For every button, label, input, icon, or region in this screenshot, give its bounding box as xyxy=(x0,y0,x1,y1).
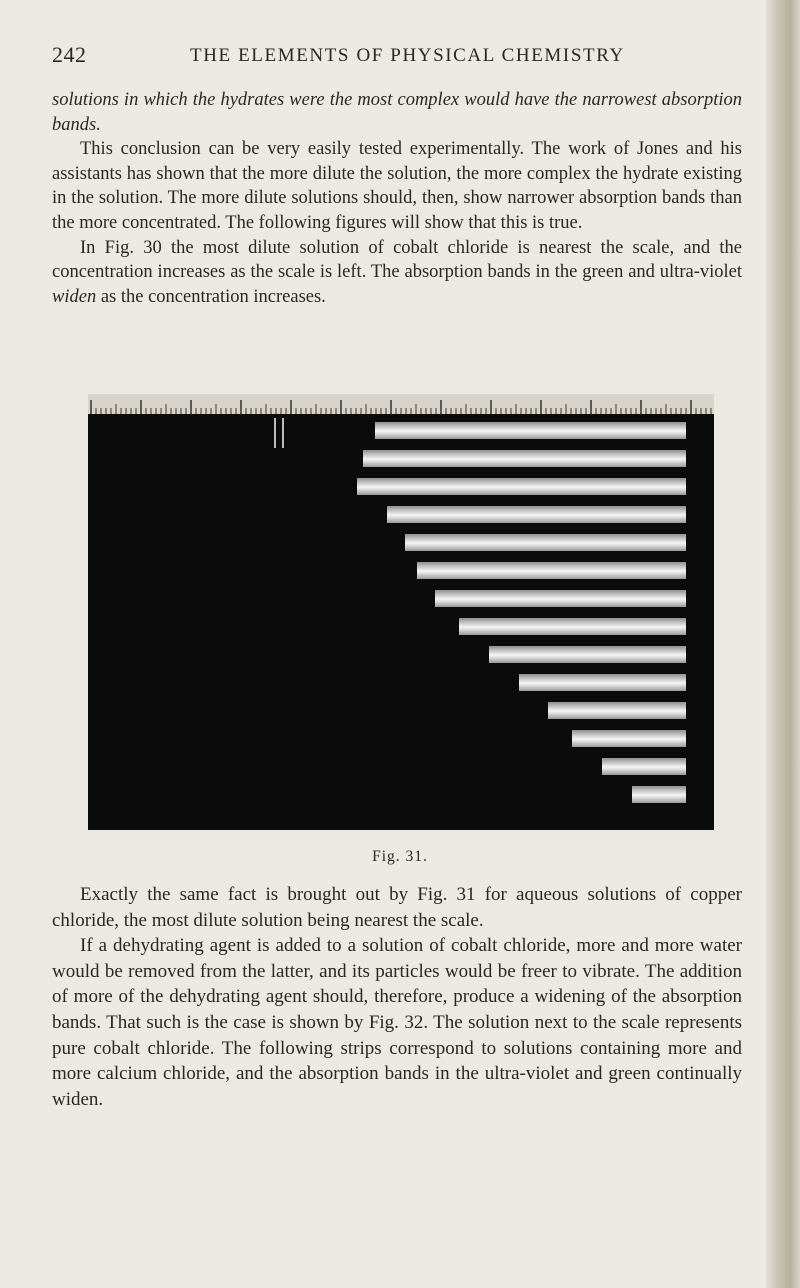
text-block-bottom xyxy=(52,882,742,1112)
paragraph-4: Exactly the same fact is brought out by Fig. 31 for aqueous solutions of copper chloride, the most dilute solution being nearest the scale. xyxy=(52,884,742,931)
spectrum-strip xyxy=(459,618,686,635)
spectrum-strip xyxy=(375,422,686,439)
paragraph-1 xyxy=(52,88,742,137)
page-header xyxy=(0,42,800,72)
spectrum-strip xyxy=(548,702,686,719)
paragraph-5: If a dehydrating agent is added to a solution of cobalt chloride, more and more water would be removed from the latter, and its particles would be freer to vibrate. The addition of more of the dehydrating agent should, therefore, produce a widening of the absorption bands. That such is the case is shown by Fig. 32. The solution next to the scale represents pure cobalt chloride. The following strips correspond to solutions containing more and more calcium chloride, and the absorption bands in the ultra-violet and green continually widen. xyxy=(52,935,742,1110)
figure-caption: Fig. 31. xyxy=(372,848,428,865)
spectrum-strip xyxy=(387,506,686,523)
reference-line xyxy=(282,418,284,448)
absorption-spectra xyxy=(88,414,714,830)
text-block-top xyxy=(52,88,742,309)
spectrum-strip xyxy=(602,758,686,775)
scale-ticks xyxy=(88,394,714,414)
spectrum-strip xyxy=(417,562,686,579)
reference-line xyxy=(274,418,276,448)
spectrum-strip xyxy=(632,786,686,803)
paragraph-3 xyxy=(52,236,742,310)
paragraph-1-italic: solutions in which the hydrates were the most complex would have the narrowest absorption bands. xyxy=(52,90,742,135)
spectrum-strip xyxy=(572,730,686,747)
paragraph-3-start: In Fig. 30 the most dilute solution of cobalt chloride is nearest the scale, and the concentration increases as the scale is left. The absorption bands in the green and ultra-violet xyxy=(52,237,742,283)
spectrum-strip xyxy=(357,478,686,495)
spectrum-strip xyxy=(405,534,686,551)
spectrum-strip xyxy=(489,646,686,663)
paragraph-3-italic: widen xyxy=(52,286,97,307)
spectrum-strip xyxy=(519,674,686,691)
spectrum-strip xyxy=(363,450,686,467)
paragraph-3-end: as the concentration increases. xyxy=(96,286,326,307)
spectrum-strip xyxy=(435,590,686,607)
page-edge-shadow xyxy=(766,0,800,1288)
paragraph-2: This conclusion can be very easily tested experimentally. The work of Jones and his assistants has shown that the more dilute the solution, the more complex the hydrate existing in the solution. The more dilute solutions should, then, show narrower absorption bands than the more concentrated. The following figures will show that this is true. xyxy=(52,139,742,233)
running-title: THE ELEMENTS OF PHYSICAL CHEMISTRY xyxy=(190,45,625,66)
figure-31 xyxy=(88,394,714,830)
page-number: 242 xyxy=(52,42,87,67)
wavelength-scale xyxy=(88,394,714,415)
